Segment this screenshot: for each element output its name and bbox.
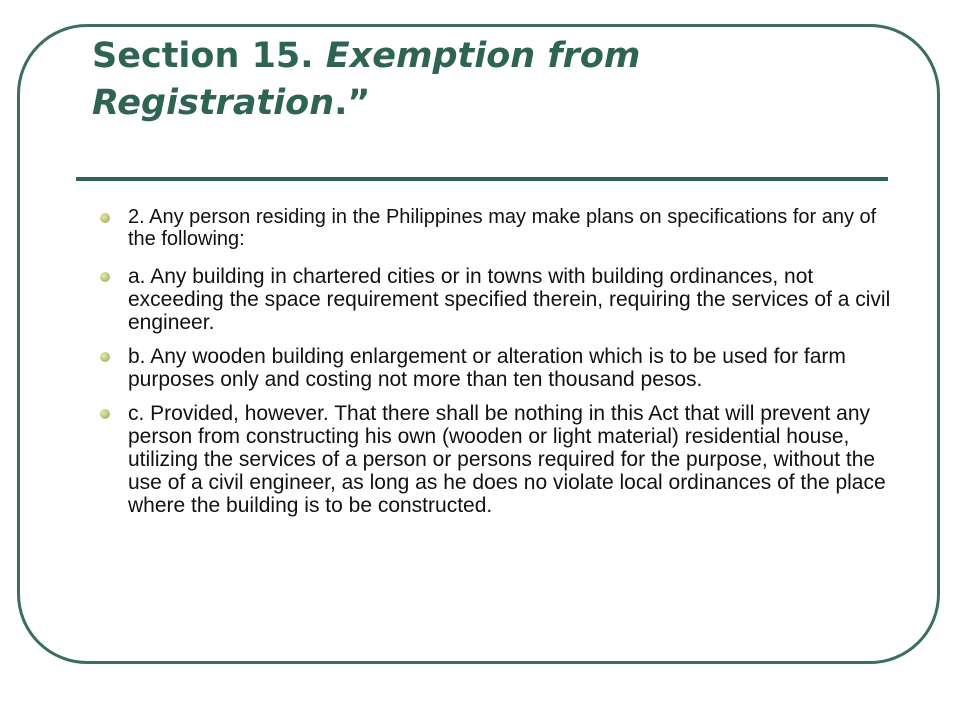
bullet-item-b — [100, 345, 900, 391]
bullet-dot-icon — [100, 352, 110, 362]
title-divider — [76, 177, 888, 181]
title-suffix: .” — [334, 83, 371, 123]
bullet-item-2 — [100, 206, 900, 250]
bullet-text: a. Any building in chartered cities or in towns with building ordinances, not exceeding the space requirement specified therein, requiring the services of a civil engineer. — [128, 265, 891, 334]
bullet-dot-icon — [100, 272, 110, 282]
bullet-list — [100, 206, 900, 528]
bullet-text: c. Provided, however. That there shall be nothing in this Act that will prevent any person from constructing his own (wooden or light material) residential house, utilizing the services of a person or persons required for the purpose, without the use of a civil engineer, as long as he does no violate local ordinances of the place where the building is to be constructed. — [128, 402, 886, 517]
bullet-item-a — [100, 265, 900, 334]
title-prefix: Section 15. — [92, 36, 326, 76]
title-italic-text: Exemption from Registration — [92, 36, 641, 123]
slide-title — [92, 33, 852, 127]
bullet-item-c — [100, 402, 900, 517]
bullet-dot-icon — [100, 409, 110, 419]
bullet-dot-icon — [100, 213, 110, 223]
bullet-text: 2. Any person residing in the Philippines may make plans on specifications for any of the following: — [128, 206, 877, 250]
bullet-text: b. Any wooden building enlargement or alteration which is to be used for farm purposes only and costing not more than ten thousand pesos. — [128, 345, 846, 391]
